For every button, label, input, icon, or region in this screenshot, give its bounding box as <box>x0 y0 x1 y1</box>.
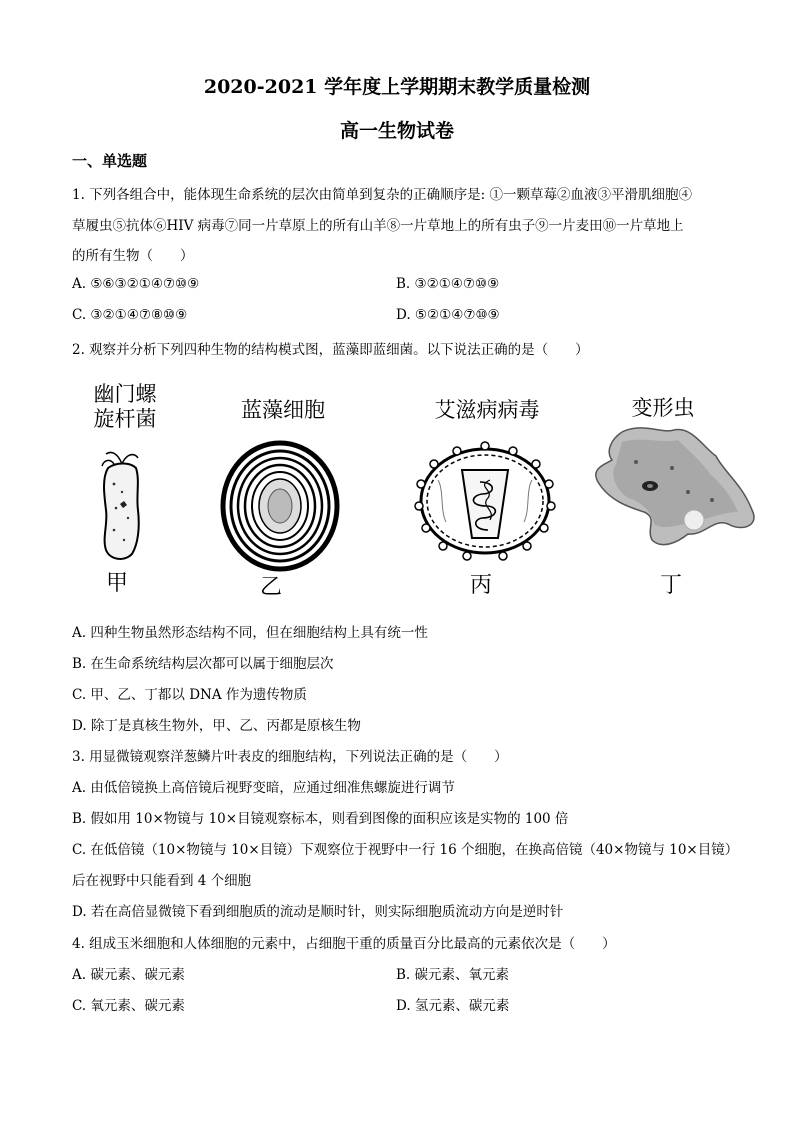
q1-option-a[interactable]: A. ⑤⑥③②①④⑦⑩⑨ <box>72 276 200 292</box>
figure-letter-ding: 丁 <box>660 573 683 598</box>
q2-option-d[interactable]: D. 除丁是真核生物外，甲、乙、丙都是原核生物 <box>72 718 361 734</box>
q3-option-b[interactable]: B. 假如用 10×物镜与 10×目镜观察标本，则看到图像的面积应该是实物的 100 倍 <box>72 811 569 827</box>
cyanobacteria-figure <box>220 440 340 572</box>
q2-option-b[interactable]: B. 在生命系统结构层次都可以属于细胞层次 <box>72 656 334 672</box>
q4-option-b[interactable]: B. 碳元素、氧元素 <box>396 967 510 983</box>
hiv-figure <box>410 440 560 562</box>
q1-stem-line-2: 草履虫⑤抗体⑥HIV 病毒⑦同一片草原上的所有山羊⑧一片草地上的所有虫子⑨一片麦田⑩一片草地上 <box>72 218 684 234</box>
figure-letter-bing: 丙 <box>470 573 493 598</box>
q3-option-c-cont: 后在视野中只能看到 4 个细胞 <box>72 873 252 889</box>
section-heading: 一、单选题 <box>72 152 148 170</box>
q4-option-c[interactable]: C. 氧元素、碳元素 <box>72 998 185 1014</box>
q4-option-a[interactable]: A. 碳元素、碳元素 <box>72 967 185 983</box>
exam-subtitle: 高一生物试卷 <box>339 120 454 142</box>
q1-stem-line-3: 的所有生物（ ） <box>72 248 194 264</box>
q2-stem: 2. 观察并分析下列四种生物的结构模式图，蓝藻即蓝细菌。以下说法正确的是（ ） <box>72 342 589 358</box>
q4-option-d[interactable]: D. 氢元素、碳元素 <box>396 998 510 1014</box>
q3-stem: 3. 用显微镜观察洋葱鳞片叶表皮的细胞结构，下列说法正确的是（ ） <box>72 749 508 765</box>
figure-label-helicobacter: 幽门螺 旋杆菌 <box>93 382 157 432</box>
q3-option-a[interactable]: A. 由低倍镜换上高倍镜后视野变暗，应通过细准焦螺旋进行调节 <box>72 780 455 796</box>
figure-letter-yi: 乙 <box>260 575 283 600</box>
figure-label-cyanobacteria: 蓝藻细胞 <box>241 398 325 422</box>
figure-label-hiv: 艾滋病病毒 <box>434 398 540 422</box>
q1-option-d[interactable]: D. ⑤②①④⑦⑩⑨ <box>396 307 500 323</box>
q3-option-d[interactable]: D. 若在高倍显微镜下看到细胞质的流动是顺时针，则实际细胞质流动方向是逆时针 <box>72 904 564 920</box>
q1-option-b[interactable]: B. ③②①④⑦⑩⑨ <box>396 276 500 292</box>
figure-letter-jia: 甲 <box>106 571 129 596</box>
amoeba-figure <box>592 422 768 552</box>
q1-stem-line-1: 1. 下列各组合中，能体现生命系统的层次由简单到复杂的正确顺序是: ①一颗草莓②血液③平滑肌细胞④ <box>72 187 693 203</box>
q3-option-c[interactable]: C. 在低倍镜（10×物镜与 10×目镜）下观察位于视野中一行 16 个细胞，在换高倍镜（40×物镜与 10×目镜） <box>72 842 739 858</box>
q1-option-c[interactable]: C. ③②①④⑦⑧⑩⑨ <box>72 307 188 323</box>
q2-option-a[interactable]: A. 四种生物虽然形态结构不同，但在细胞结构上具有统一性 <box>72 625 428 641</box>
q4-stem: 4. 组成玉米细胞和人体细胞的元素中，占细胞干重的质量百分比最高的元素依次是（ ） <box>72 936 616 952</box>
q2-option-c[interactable]: C. 甲、乙、丁都以 DNA 作为遗传物质 <box>72 687 307 703</box>
figure-label-amoeba: 变形虫 <box>631 396 695 420</box>
helicobacter-figure <box>92 448 152 564</box>
exam-title: 2020-2021 学年度上学期期末教学质量检测 <box>203 76 591 98</box>
